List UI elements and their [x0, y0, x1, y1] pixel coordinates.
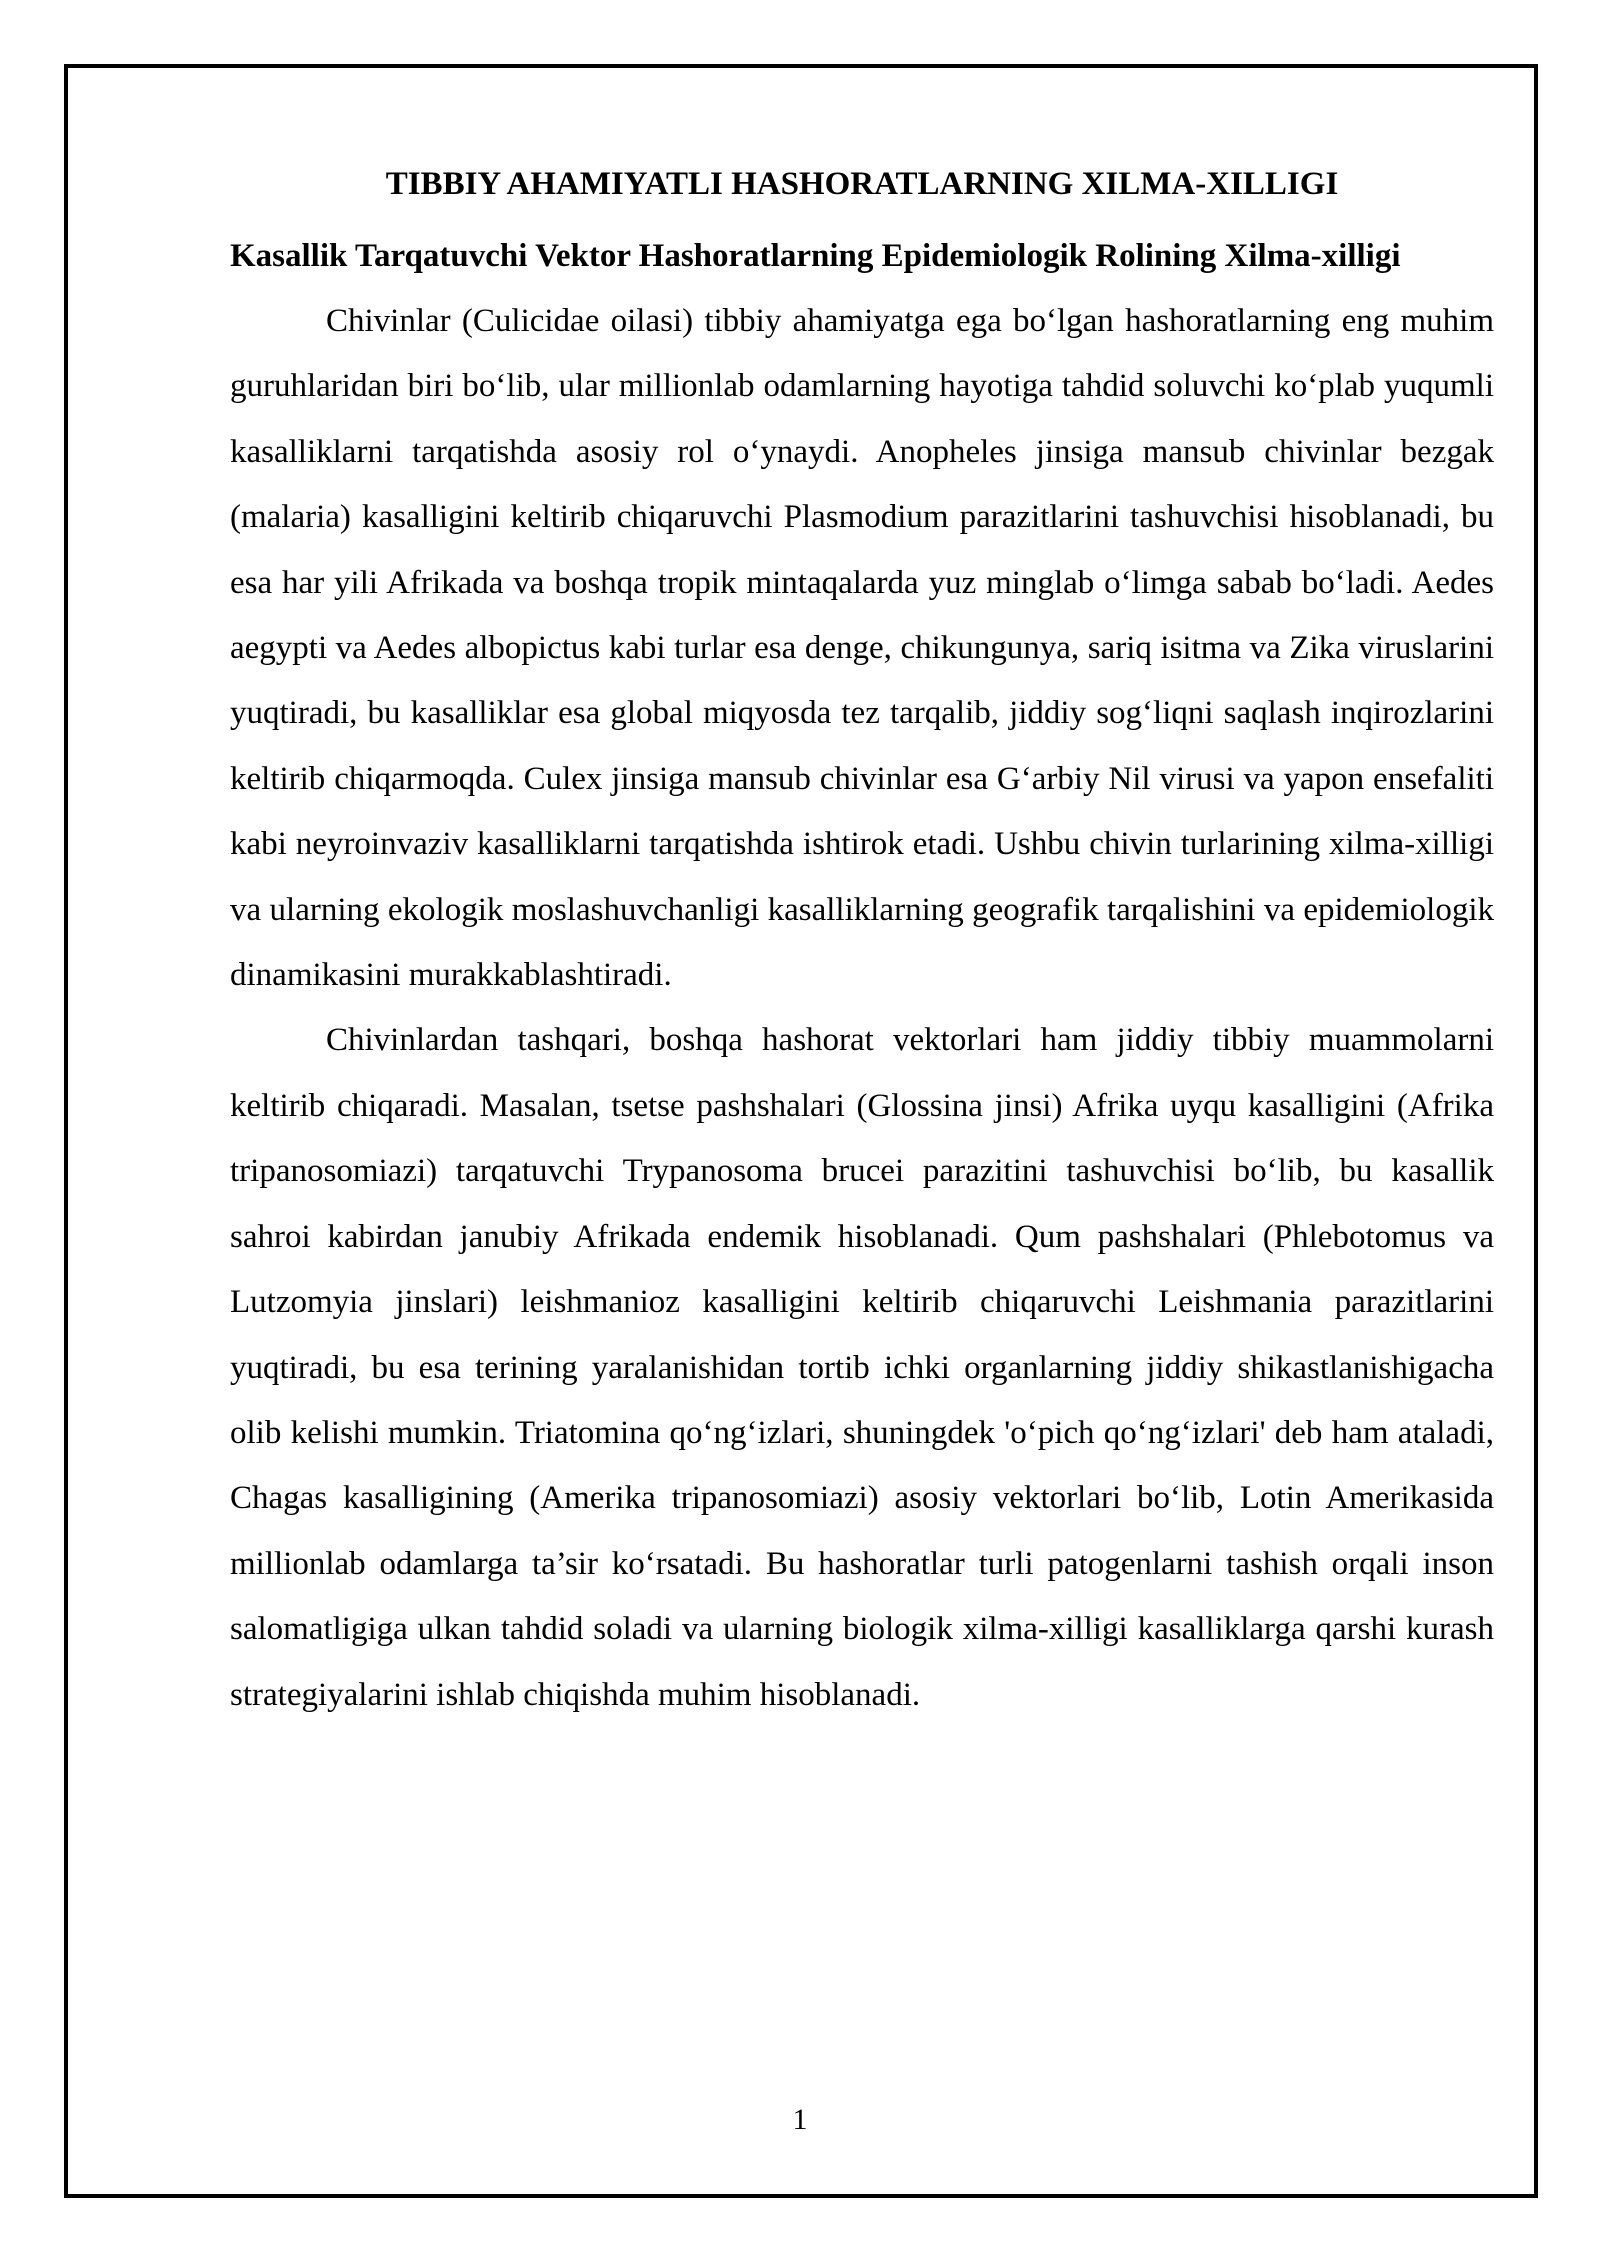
section-heading: Kasallik Tarqatuvchi Vektor Hashoratlarning Epidemiologik Rolining Xilma-xilligi	[230, 238, 1401, 274]
document-title: TIBBIY AHAMIYATLI HASHORATLARNING XILMA-XILLIGI	[385, 166, 1339, 202]
page-number: 1	[792, 2103, 808, 2136]
paragraph-1: Chivinlar (Culicidae oilasi) tibbiy ahamiyatga ega bo‘lgan hashoratlarning eng muhim guruhlaridan biri bo‘lib, ular millionlab odamlarning hayotiga tahdid soluvchi ko‘plab yuqumli kasalliklarni tarqatishda asosiy rol o‘ynaydi. Anopheles jinsiga mansub chivinlar bezgak (malaria) kasalligini keltirib chiqaruvchi Plasmodium parazitlarini tashuvchisi hisoblanadi, bu esa har yili Afrikada va boshqa tropik mintaqalarda yuz minglab o‘limga sabab bo‘ladi. Aedes aegypti va Aedes albopictus kabi turlar esa denge, chikungunya, sariq isitma va Zika viruslarini yuqtiradi, bu kasalliklar esa global miqyosda tez tarqalib, jiddiy sog‘liqni saqlash inqirozlarini keltirib chiqarmoqda. Culex jinsiga mansub chivinlar esa G‘arbiy Nil virusi va yapon ensefaliti kabi neyroinvaziv kasalliklarni tarqatishda ishtirok etadi. Ushbu chivin turlarining xilma-xilligi va ularning ekologik moslashuvchanligi kasalliklarning geografik tarqalishini va epidemiologik dinamikasini murakkablashtiradi.	[230, 303, 1494, 994]
paragraph-2: Chivinlardan tashqari, boshqa hashorat vektorlari ham jiddiy tibbiy muammolarni keltirib chiqaradi. Masalan, tsetse pashshalari (Glossina jinsi) Afrika uyqu kasalligini (Afrika tripanosomiazi) tarqatuvchi Trypanosoma brucei parazitini tashuvchisi bo‘lib, bu kasallik sahroi kabirdan janubiy Afrikada endemik hisoblanadi. Qum pashshalari (Phlebotomus va Lutzomyia jinslari) leishmanioz kasalligini keltirib chiqaruvchi Leishmania parazitlarini yuqtiradi, bu esa terining yaralanishidan tortib ichki organlarning jiddiy shikastlanishigacha olib kelishi mumkin. Triatomina qo‘ng‘izlari, shuningdek 'o‘pich qo‘ng‘izlari' deb ham ataladi, Chagas kasalligining (Amerika tripanosomiazi) asosiy vektorlari bo‘lib, Lotin Amerikasida millionlab odamlarga ta’sir ko‘rsatadi. Bu hashoratlar turli patogenlarni tashish orqali inson salomatligiga ulkan tahdid soladi va ularning biologik xilma-xilligi kasalliklarga qarshi kurash strategiyalarini ishlab chiqishda muhim hisoblanadi.	[230, 1022, 1494, 1713]
document-body	[230, 140, 1494, 1728]
